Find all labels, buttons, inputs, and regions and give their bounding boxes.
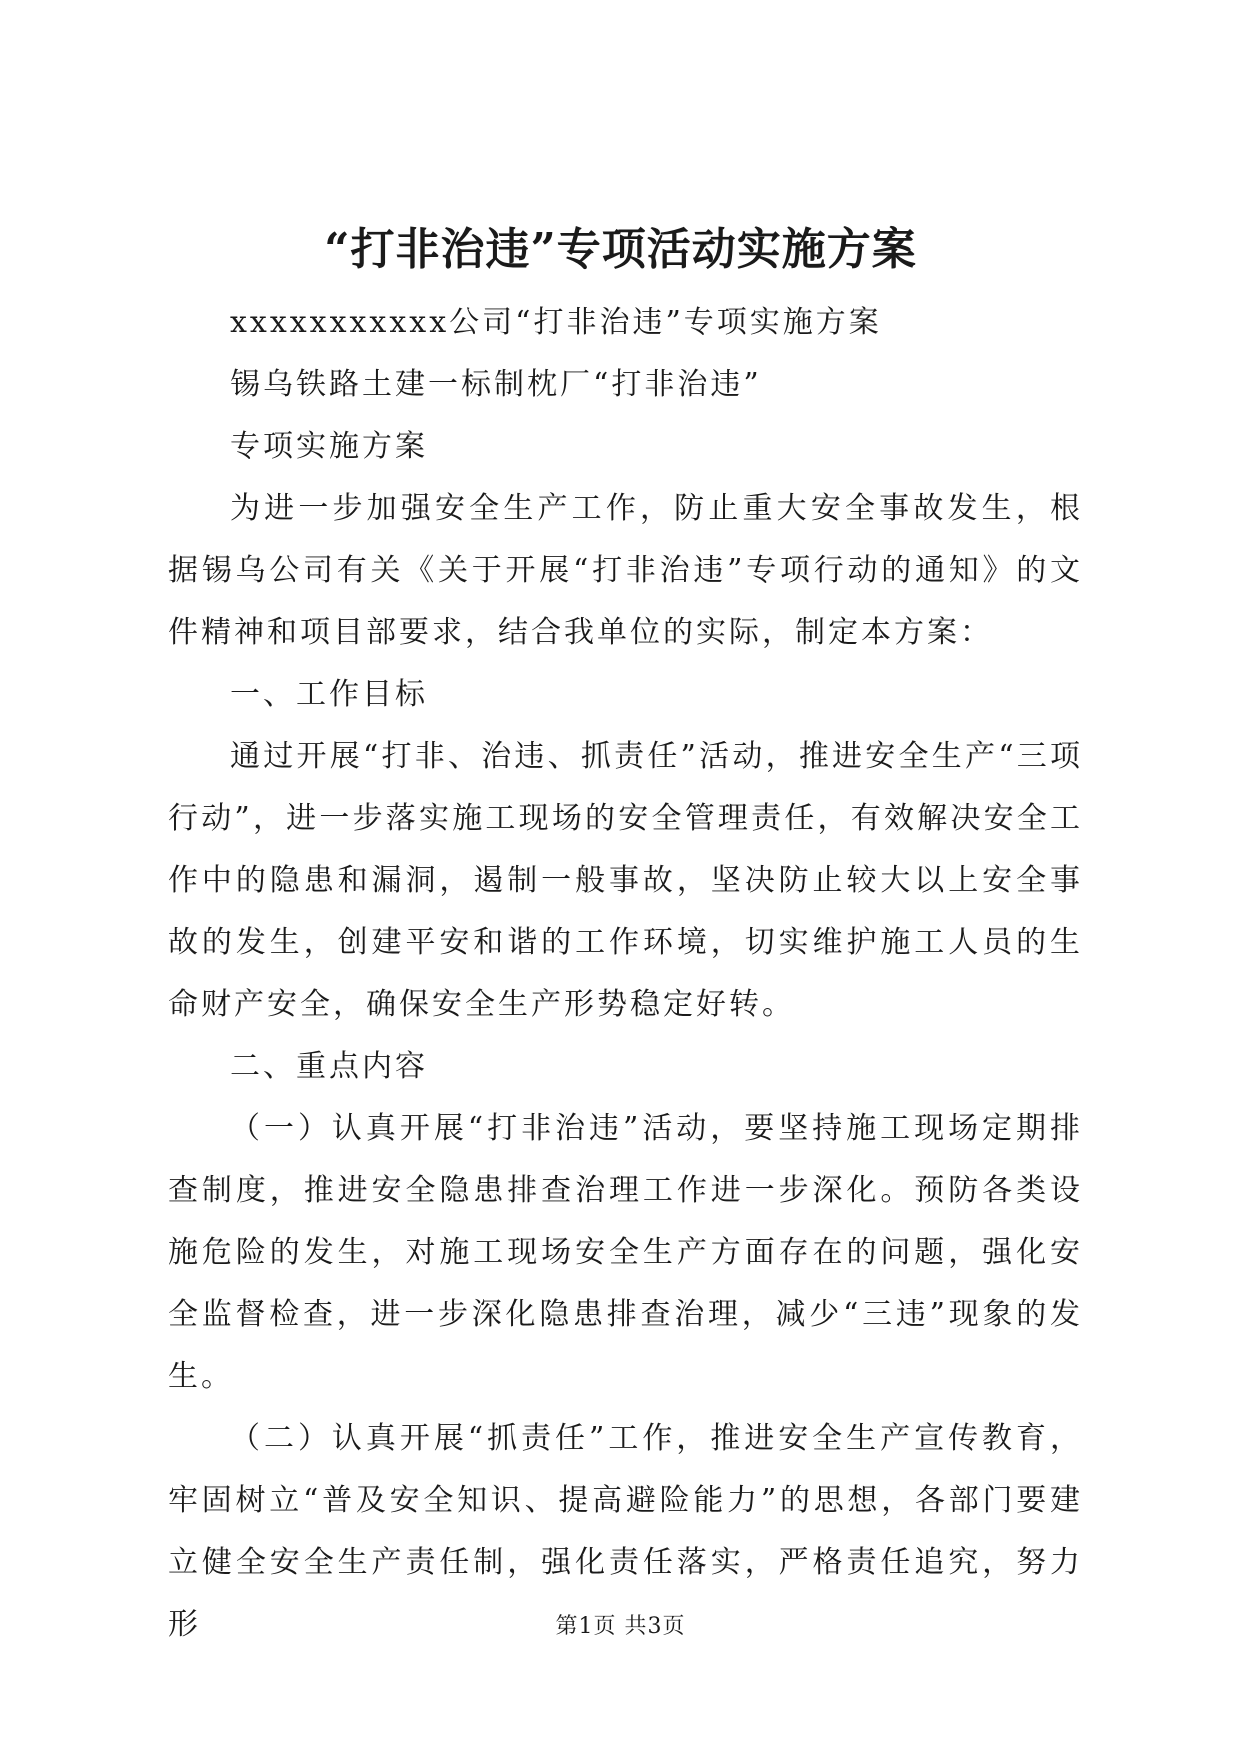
paragraph-item-one: （一）认真开展“打非治违”活动，要坚持施工现场定期排查制度，推进安全隐患排查治理工作进一步深化。预防各类设施危险的发生，对施工现场安全生产方面存在的问题，强化安全监督检查，进一步深化隐患排查治理，减少“三违”现象的发生。	[168, 1111, 1083, 1394]
page-footer: 第1页 共3页	[555, 1614, 686, 1639]
paragraph-plan-heading: 专项实施方案	[230, 429, 428, 464]
section-heading-goals: 一、工作目标	[230, 677, 428, 712]
paragraph-item-two: （二）认真开展“抓责任”工作，推进安全生产宣传教育，牢固树立“普及安全知识、提高避险能力”的思想，各部门要建立健全安全生产责任制，强化责任落实，严格责任追究，努力形	[168, 1421, 1083, 1642]
paragraph-intro: 为进一步加强安全生产工作，防止重大安全事故发生，根据锡乌公司有关《关于开展“打非治违”专项行动的通知》的文件精神和项目部要求，结合我单位的实际，制定本方案：	[168, 491, 1083, 650]
paragraph-factory-heading: 锡乌铁路土建一标制枕厂“打非治违”	[230, 367, 762, 402]
document-title: “打非治违”专项活动实施方案	[324, 224, 917, 275]
document-body	[168, 292, 1083, 1656]
paragraph-goals: 通过开展“打非、治违、抓责任”活动，推进安全生产“三项行动”，进一步落实施工现场的安全管理责任，有效解决安全工作中的隐患和漏洞，遏制一般事故，坚决防止较大以上安全事故的发生，创建平安和谐的工作环境，切实维护施工人员的生命财产安全，确保安全生产形势稳定好转。	[168, 739, 1083, 1022]
section-heading-key-content: 二、重点内容	[230, 1049, 428, 1084]
paragraph-company-heading: xxxxxxxxxxx公司“打非治违”专项实施方案	[230, 305, 882, 340]
